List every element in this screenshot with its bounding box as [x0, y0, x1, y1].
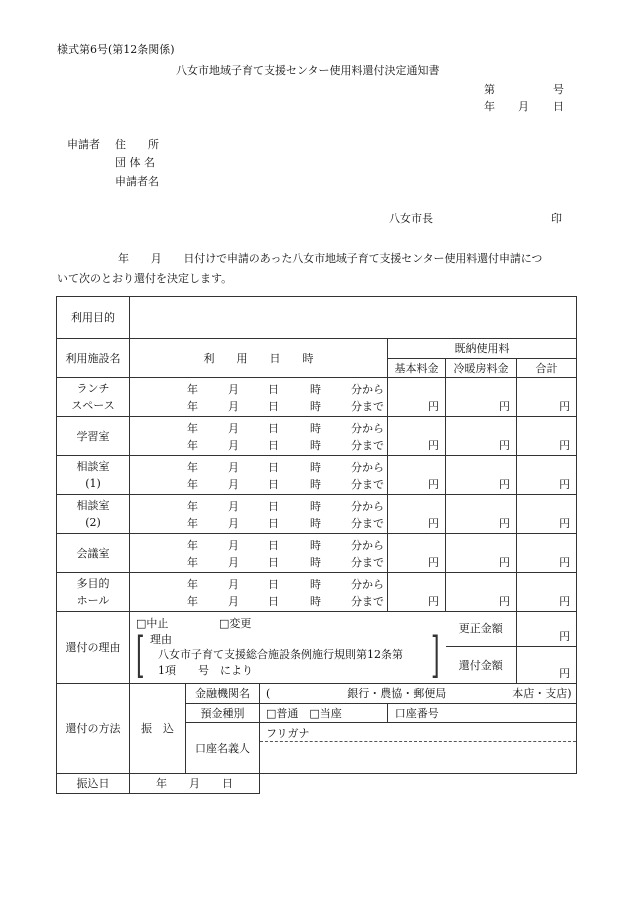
- purpose-label: 利用目的: [57, 297, 130, 339]
- facility-header: 利用施設名: [57, 339, 130, 378]
- facility-name: 学習室: [57, 417, 130, 456]
- bank-label: 金融機関名: [186, 684, 260, 704]
- basic-fee-cell[interactable]: 円: [388, 417, 446, 456]
- applicant-group-label: 団 体 名: [115, 156, 155, 169]
- facility-name: 相談室 (1): [57, 456, 130, 495]
- applicant-label: 申請者: [67, 138, 100, 151]
- refund-amount-cell[interactable]: 円: [517, 647, 577, 684]
- doc-number-suffix: 号: [553, 83, 564, 96]
- total-fee-cell[interactable]: 円: [517, 417, 577, 456]
- stop-checkbox[interactable]: □中止: [136, 617, 169, 630]
- account-type-label: 預金種別: [186, 704, 260, 723]
- method-label: 還付の方法: [57, 684, 130, 774]
- total-fee-cell[interactable]: 円: [517, 495, 577, 534]
- mayor-seal: 印: [551, 212, 562, 225]
- aircon-fee-cell[interactable]: 円: [446, 534, 517, 573]
- facility-name: 多目的 ホール: [57, 573, 130, 612]
- facility-row: [57, 417, 577, 456]
- facility-row: [57, 495, 577, 534]
- change-checkbox[interactable]: □変更: [219, 617, 252, 630]
- datetime-range[interactable]: 年 月 日 時 分から 年 月 日 時 分まで: [130, 378, 388, 417]
- facility-row: [57, 573, 577, 612]
- reason-title: 理由: [150, 633, 172, 646]
- bracket-right: ]: [431, 629, 440, 685]
- basic-fee-cell[interactable]: 円: [388, 534, 446, 573]
- basic-fee-cell[interactable]: 円: [388, 573, 446, 612]
- date-day: 日: [553, 100, 564, 113]
- holder-field[interactable]: [260, 723, 577, 774]
- blank-area: [260, 774, 577, 794]
- total-fee-cell[interactable]: 円: [517, 456, 577, 495]
- body-text-line1: 年 月 日付けで申請のあった八女市地域子育て支援センター使用料還付申請につ: [118, 252, 543, 265]
- account-number-field[interactable]: [446, 704, 577, 723]
- body-text-line2: いて次のとおり還付を決定します。: [57, 272, 233, 285]
- total-fee-cell[interactable]: 円: [517, 378, 577, 417]
- furigana-divider: [260, 741, 576, 742]
- applicant-address-label: 住 所: [115, 138, 159, 151]
- bracket-left: [: [136, 629, 145, 685]
- furigana-label: フリガナ: [266, 727, 310, 740]
- datetime-range[interactable]: 年 月 日 時 分から 年 月 日 時 分まで: [130, 456, 388, 495]
- holder-label: 口座名義人: [186, 723, 260, 774]
- date-year: 年: [484, 100, 495, 113]
- facility-name: ランチ スペース: [57, 378, 130, 417]
- aircon-fee-cell[interactable]: 円: [446, 573, 517, 612]
- aircon-fee-cell[interactable]: 円: [446, 417, 517, 456]
- basic-fee-cell[interactable]: 円: [388, 456, 446, 495]
- datetime-range[interactable]: 年 月 日 時 分から 年 月 日 時 分まで: [130, 417, 388, 456]
- account-number-label: 口座番号: [388, 704, 446, 723]
- aircon-fee-header: 冷暖房料金: [446, 359, 517, 378]
- refund-amount-label: 還付金額: [446, 647, 517, 684]
- bank-field[interactable]: ( 銀行・農協・郵便局 本店・支店): [260, 684, 577, 704]
- datetime-range[interactable]: 年 月 日 時 分から 年 月 日 時 分まで: [130, 534, 388, 573]
- doc-number-prefix: 第: [484, 83, 495, 96]
- datetime-range[interactable]: 年 月 日 時 分から 年 月 日 時 分まで: [130, 495, 388, 534]
- paid-fee-header: 既納使用料: [388, 339, 577, 359]
- total-fee-cell[interactable]: 円: [517, 534, 577, 573]
- reason-rule-line1: 八女市子育て支援総合施設条例施行規則第12条第: [158, 648, 403, 661]
- applicant-name-label: 申請者名: [115, 175, 159, 188]
- aircon-fee-cell[interactable]: 円: [446, 495, 517, 534]
- date-month: 月: [518, 100, 529, 113]
- mayor-title: 八女市長: [389, 212, 433, 225]
- facility-row: [57, 534, 577, 573]
- basic-fee-cell[interactable]: 円: [388, 495, 446, 534]
- facility-name: 相談室 (2): [57, 495, 130, 534]
- reason-rule-line2: 1項 号 により: [158, 664, 253, 677]
- reason-label: 還付の理由: [57, 612, 130, 684]
- transfer-label: 振 込: [130, 684, 186, 774]
- total-fee-header: 合計: [517, 359, 577, 378]
- transfer-date-label: 振込日: [57, 774, 130, 794]
- form-number: 様式第6号(第12条関係): [57, 43, 175, 56]
- basic-fee-header: 基本料金: [388, 359, 446, 378]
- basic-fee-cell[interactable]: 円: [388, 378, 446, 417]
- aircon-fee-cell[interactable]: 円: [446, 378, 517, 417]
- datetime-range[interactable]: 年 月 日 時 分から 年 月 日 時 分まで: [130, 573, 388, 612]
- reason-box: [130, 612, 446, 684]
- purpose-field[interactable]: [130, 297, 577, 339]
- refund-table: [56, 296, 577, 794]
- document-title: 八女市地域子育て支援センター使用料還付決定通知書: [176, 64, 440, 77]
- account-type-checkboxes[interactable]: □普通 □当座: [260, 704, 388, 723]
- corrected-amount-label: 更正金額: [446, 612, 517, 647]
- facility-row: [57, 456, 577, 495]
- facility-name: 会議室: [57, 534, 130, 573]
- datetime-header: 利 用 日 時: [130, 339, 388, 378]
- transfer-date-field[interactable]: 年 月 日: [130, 774, 260, 794]
- facility-row: [57, 378, 577, 417]
- aircon-fee-cell[interactable]: 円: [446, 456, 517, 495]
- corrected-amount-cell[interactable]: 円: [517, 612, 577, 647]
- total-fee-cell[interactable]: 円: [517, 573, 577, 612]
